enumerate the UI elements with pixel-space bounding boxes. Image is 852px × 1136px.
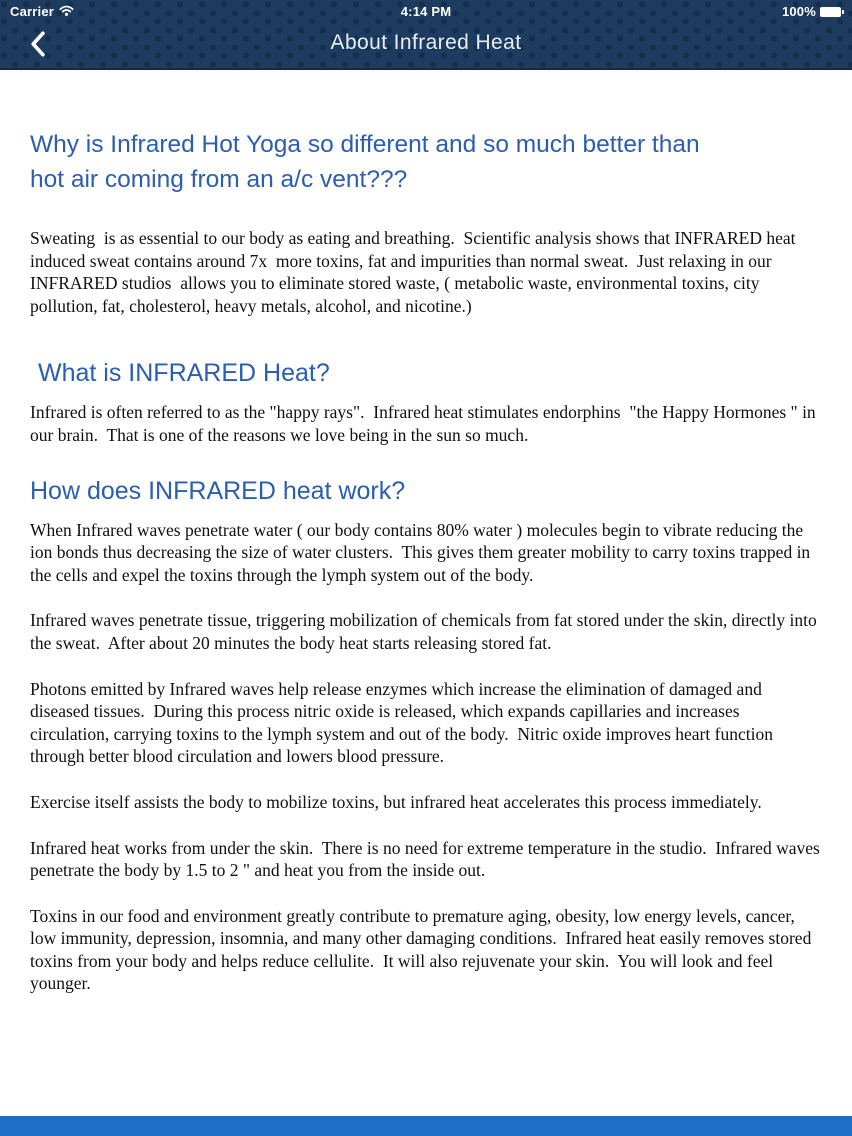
battery-icon: [820, 7, 844, 17]
paragraph-toxins-food: Toxins in our food and environment greatly contribute to premature aging, obesity, low energy levels, cancer, low immunity, depression, insomnia, and many other damaging conditions. Infrared heat easily removes stored toxins from your body and helps reduce cellulite. It will also rejuvenate your skin. You will look and feel younger.: [30, 905, 816, 994]
status-left: [10, 4, 74, 19]
heading-line-1: Why is Infrared Hot Yoga so different and so much better than: [30, 131, 700, 158]
paragraph-sweating: Sweating is as essential to our body as eating and breathing. Scientific analysis shows that INFRARED heat induced sweat contains around 7x more toxins, fat and impurities than normal sweat. Just relaxing in our INFRARED studios allows you to eliminate stored waste, ( metabolic waste, environmental toxins, city pollution, fat, cholesterol, heavy metals, alcohol, and nicotine.): [30, 228, 800, 316]
bottom-bar: [0, 1116, 852, 1136]
article-content: [0, 70, 852, 1018]
paragraph-exercise: Exercise itself assists the body to mobilize toxins, but infrared heat accelerates this process immediately.: [30, 791, 762, 812]
paragraph-tissue-penetration: Infrared waves penetrate tissue, triggering mobilization of chemicals from fat stored under the skin, directly into the sweat. After about 20 minutes the body heat starts releasing stored fat.: [30, 610, 822, 653]
heading-how-does-it-work: How does INFRARED heat work?: [30, 476, 406, 505]
status-right: [782, 4, 844, 19]
carrier-label: Carrier: [10, 4, 55, 19]
battery-percent-label: 100%: [781, 4, 816, 19]
paragraph-photons: Photons emitted by Infrared waves help release enzymes which increase the elimination of damaged and diseased tissues. During this process nitric oxide is released, which expands capillaries and increases circulation, carrying toxins to the lymph system and out of the body. Nitric oxide improves heart function through better blood circulation and lowers blood pressure.: [30, 678, 778, 767]
paragraph-under-skin: Infrared heat works from under the skin. There is no need for extreme temperature in the studio. Infrared waves penetrate the body by 1.5 to 2 " and heat you from the inside out.: [30, 837, 825, 881]
app-header: [0, 0, 852, 70]
paragraph-happy-rays: Infrared is often referred to as the "happy rays". Infrared heat stimulates endorphins "the Happy Hormones " in our brain. That is one of the reasons we love being in the sun so much.: [30, 402, 821, 445]
heading-line-2: hot air coming from an a/c vent???: [30, 165, 408, 193]
page-title: About Infrared Heat: [330, 31, 522, 54]
paragraph-water-molecules: When Infrared waves penetrate water ( our body contains 80% water ) molecules begin to vibrate reducing the ion bonds thus decreasing the size of water clusters. This gives them greater mobility to carry toxins trapped in the cells and expel the toxins through the lymph system out of the body.: [30, 519, 815, 585]
status-bar: [0, 3, 852, 21]
heading-what-is-infrared: What is INFRARED Heat?: [38, 359, 330, 388]
status-time: 4:14 PM: [400, 4, 452, 19]
heading-why-different: [30, 128, 822, 197]
wifi-icon: [59, 4, 74, 19]
nav-bar: [0, 22, 852, 68]
